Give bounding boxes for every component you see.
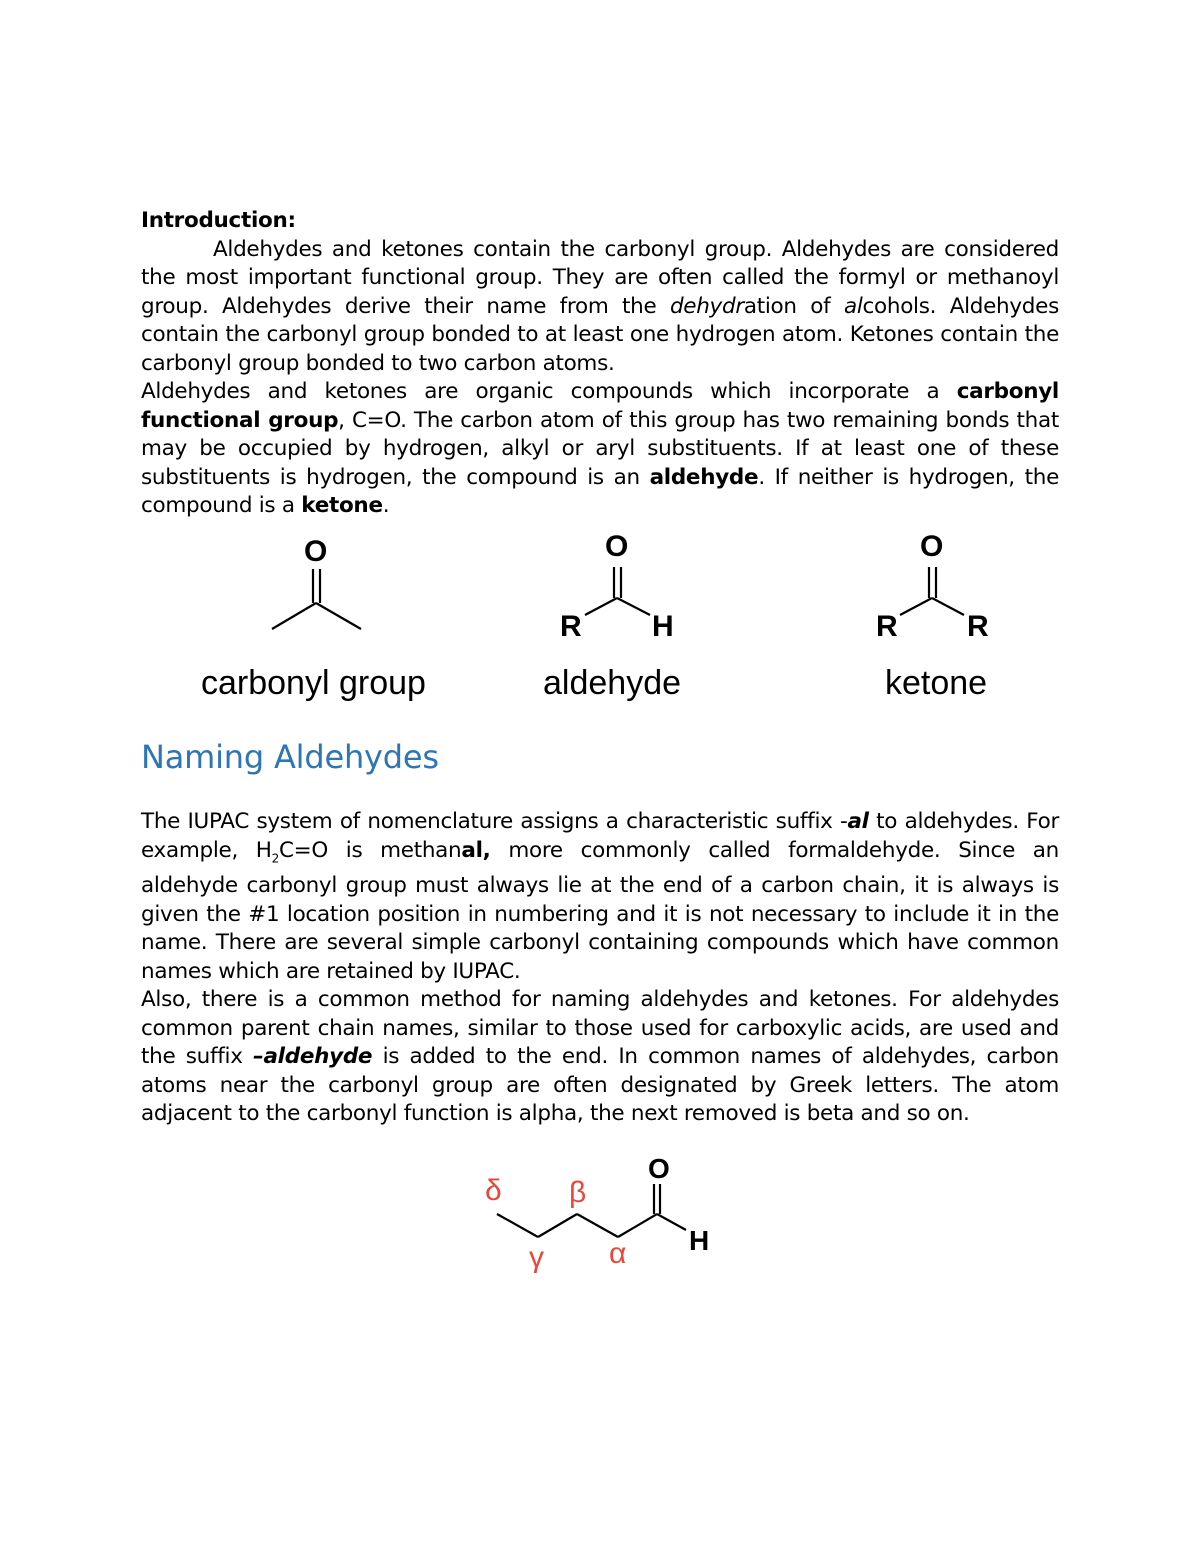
introduction-heading: Introduction:	[141, 208, 296, 233]
aldehyde-caption: aldehyde	[543, 664, 682, 702]
ketone-r-right-label: R	[967, 610, 989, 643]
ketone-oxygen-label: O	[920, 530, 944, 563]
naming-paragraph-2: Also, there is a common method for naming aldehydes and ketones. For aldehydes common parent chain names, similar to those used for carboxylic acids, are used and the suffix –aldehyde is added to the end. In common names of aldehydes, carbon atoms near the carbonyl group are often designated by Greek letters. The atom adjacent to the carbonyl function is alpha, the next removed is beta and so on.	[141, 987, 1059, 1127]
intro-paragraph-1: Aldehydes and ketones contain the carbonyl group. Aldehydes are considered the most important functional group. They are often called the formyl or methanoyl group. Aldehydes derive their name from the dehydration of alcohols. Aldehydes contain the carbonyl group bonded to at least one hydrogen atom. Ketones contain the carbonyl group bonded to two carbon atoms.	[141, 236, 1059, 376]
aldehyde-h-bond	[617, 598, 650, 615]
chain-oxygen-label: O	[648, 1153, 670, 1184]
aldehyde-r-label: R	[560, 610, 582, 643]
carbonyl-oxygen-label: O	[304, 535, 328, 568]
greek-letter-chain-figure	[460, 1150, 740, 1280]
carbonyl-group-caption: carbonyl group	[201, 664, 426, 702]
chain-bond-2	[538, 1214, 577, 1237]
introduction-section	[141, 207, 1059, 521]
beta-label: β	[569, 1176, 587, 1209]
chain-bond-4	[618, 1214, 657, 1237]
ketone-r-left-label: R	[876, 610, 898, 643]
carbonyl-left-bond	[272, 603, 316, 629]
aldehyde-oxygen-label: O	[605, 530, 629, 563]
aldehyde-h-label: H	[652, 610, 674, 643]
carbonyl-structures-figure	[0, 525, 1200, 715]
carbonyl-right-bond	[316, 603, 361, 629]
aldehyde-r-bond	[585, 598, 617, 615]
ketone-r-bond-left	[900, 598, 932, 615]
section-title: Naming Aldehydes	[141, 738, 439, 776]
alpha-label: α	[609, 1237, 627, 1270]
naming-section	[141, 808, 1059, 1129]
naming-paragraph-1: The IUPAC system of nomenclature assigns a characteristic suffix -al to aldehydes. For example, $H_2C=O$ is methanal, more commonly called formaldehyde. Since an aldehyde carbonyl group must always lie at the end of a carbon chain, it is always is given the #1 location position in numbering and it is not necessary to include it in the name. There are several simple carbonyl containing compounds which have common names which are retained by IUPAC.	[141, 809, 1059, 984]
intro-paragraph-2: Aldehydes and ketones are organic compounds which incorporate a carbonyl functional group, C=O. The carbon atom of this group has two remaining bonds that may be occupied by hydrogen, alkyl or aryl substituents. If at least one of these substituents is hydrogen, the compound is an aldehyde. If neither is hydrogen, the compound is a ketone.	[141, 379, 1059, 518]
ketone-caption: ketone	[885, 664, 988, 702]
chain-h-bond	[657, 1214, 686, 1230]
ketone-r-bond-right	[932, 598, 964, 615]
gamma-label: γ	[529, 1241, 544, 1274]
chain-bond-3	[577, 1214, 618, 1237]
delta-label: δ	[485, 1174, 502, 1207]
chain-bond-1	[497, 1214, 538, 1237]
chain-h-label: H	[689, 1225, 710, 1256]
